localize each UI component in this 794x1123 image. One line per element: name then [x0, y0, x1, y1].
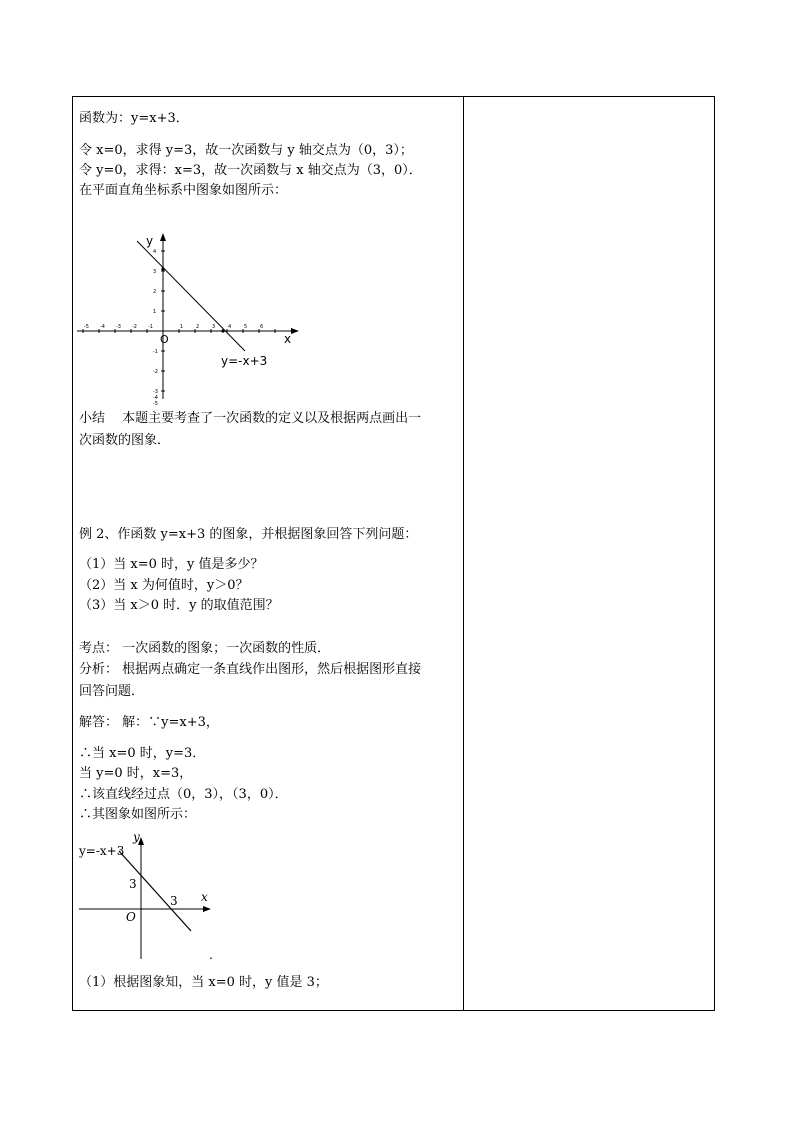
- graph1-x-tick-label: -4: [100, 324, 105, 330]
- x-intercept-text: 令 y=0，求得：x=3，故一次函数与 x 轴交点为（3，0）．: [79, 163, 422, 178]
- graph2-y-intercept: 3: [129, 877, 137, 891]
- graph1-y-tick-label: -4: [153, 395, 158, 401]
- graph1-x-tick-label: 2: [196, 324, 200, 330]
- graph1-y-label: y: [146, 234, 154, 248]
- graph2-x-label: x: [201, 890, 208, 904]
- question-1: （1）当 x=0 时，y 值是多少？: [79, 557, 264, 572]
- summary-line-1: 小结 本题主要考查了一次函数的定义以及根据两点画出一: [79, 411, 422, 426]
- graph1-x-tick-label: 1: [180, 324, 184, 330]
- graph1-y-tick-label: -5: [153, 401, 158, 407]
- graph1-x-tick-label: 5: [244, 324, 248, 330]
- coordinate-graph-1: [77, 227, 307, 407]
- example-2-title: 例 2、作函数 y=x+3 的图象，并根据图象回答下列问题：: [79, 527, 418, 542]
- question-2: （2）当 x 为何值时，y＞0？: [79, 578, 249, 593]
- graph1-x-tick-label: 6: [260, 324, 264, 330]
- graph1-origin-label: O: [160, 333, 169, 346]
- content-table: [72, 96, 715, 1011]
- graph1-y-tick-label: 1: [153, 309, 157, 315]
- fenxi-line-1: 分析： 根据两点确定一条直线作出图形，然后根据图形直接: [79, 662, 422, 677]
- summary-line-2: 次函数的图象．: [79, 433, 171, 448]
- graph2-y-label: y: [133, 830, 140, 844]
- answer-1: （1）根据图象知，当 x=0 时，y 值是 3；: [79, 975, 328, 990]
- solution-step-1: ∴当 x=0 时，y=3．: [79, 746, 206, 761]
- graph1-y-tick-label: 4: [153, 249, 157, 255]
- graph1-x-tick-label: -5: [84, 324, 89, 330]
- solution-step-2: 当 y=0 时，x=3，: [79, 766, 193, 781]
- graph1-y-tick-label: -1: [153, 349, 158, 355]
- graph1-x-tick-label: -2: [132, 324, 137, 330]
- graph2-trailing-dot: .: [209, 948, 213, 962]
- graph1-y-tick-label: -2: [153, 369, 158, 375]
- graph1-x-label: x: [284, 332, 292, 346]
- y-intercept-text: 令 x=0，求得 y=3，故一次函数与 y 轴交点为（0，3）；: [79, 143, 413, 158]
- graph2-x-intercept: 3: [170, 894, 178, 908]
- fenxi-line-2: 回答问题．: [79, 684, 145, 699]
- solution-step-4: ∴其图象如图所示：: [79, 807, 197, 822]
- graph-intro-text: 在平面直角坐标系中图象如图所示：: [79, 183, 288, 198]
- graph1-x-tick-label: -1: [148, 324, 153, 330]
- graph1-line-label: y=-x+3: [221, 354, 268, 368]
- jieda-text: 解答： 解：∵y=x+3，: [79, 715, 219, 730]
- graph1-y-tick-label: 3: [153, 269, 157, 275]
- solution-step-3: ∴该直线经过点（0，3），（3，0）．: [79, 787, 288, 802]
- question-3: （3）当 x＞0 时．y 的取值范围？: [79, 598, 279, 613]
- graph2-line-label: y=-x+3: [79, 844, 125, 858]
- kaodian-text: 考点： 一次函数的图象；一次函数的性质．: [79, 641, 331, 656]
- graph1-y-tick-label: 2: [153, 289, 157, 295]
- graph2-origin-label: O: [126, 910, 136, 924]
- graph1-x-tick-label: 4: [228, 324, 232, 330]
- graph1-x-tick-label: -3: [116, 324, 121, 330]
- graph1-y-tick-label: -3: [153, 389, 158, 395]
- function-result: 函数为：y=x+3．: [79, 111, 189, 126]
- column-divider: [463, 97, 464, 1010]
- graph1-x-tick-label: 3: [212, 324, 216, 330]
